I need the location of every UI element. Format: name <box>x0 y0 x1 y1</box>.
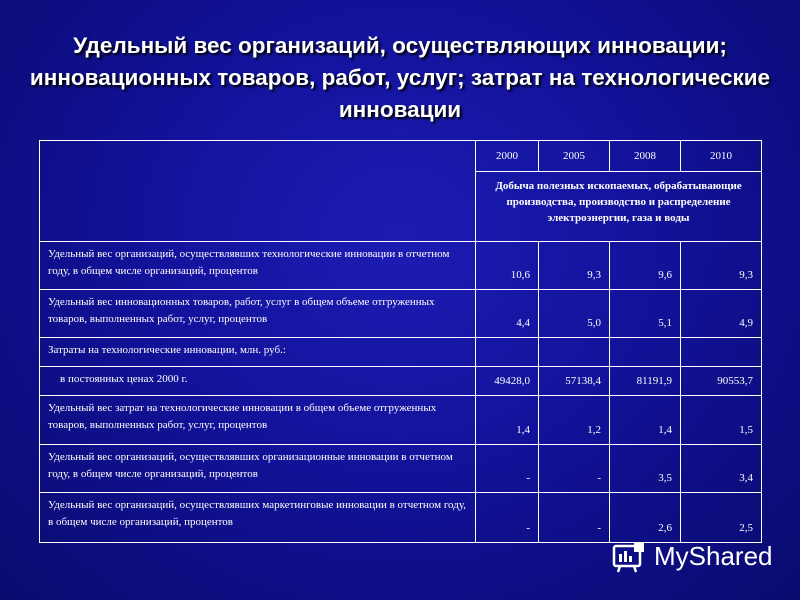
table-row <box>40 242 762 290</box>
watermark-text: MyShared <box>654 540 773 571</box>
row-label: Удельный вес организаций, осуществлявших маркетинговые инновации в отчетном году, в общем числе организаций, процентов <box>40 493 476 543</box>
cell-value: 9,6 <box>610 242 681 290</box>
cell-value <box>476 338 539 367</box>
cell-value <box>610 338 681 367</box>
table-row <box>40 493 762 543</box>
cell-value: 49428,0 <box>476 367 539 396</box>
cell-value: 9,3 <box>681 242 762 290</box>
cell-value: 1,2 <box>539 396 610 445</box>
year-header: 2008 <box>610 141 681 172</box>
table-row <box>40 396 762 445</box>
cell-value: 3,5 <box>610 445 681 493</box>
cell-value <box>681 338 762 367</box>
cell-value <box>539 338 610 367</box>
cell-value: 2,5 <box>681 493 762 543</box>
cell-value: - <box>476 445 539 493</box>
row-label: Удельный вес организаций, осуществлявших технологические инновации в отчетном году, в общем числе организаций, процентов <box>40 242 476 290</box>
year-header: 2010 <box>681 141 762 172</box>
table-row <box>40 290 762 338</box>
cell-value: 3,4 <box>681 445 762 493</box>
cell-value: 90553,7 <box>681 367 762 396</box>
cell-value: - <box>539 493 610 543</box>
cell-value: 81191,9 <box>610 367 681 396</box>
cell-value: - <box>539 445 610 493</box>
row-label: Затраты на технологические инновации, млн. руб.: <box>40 338 476 367</box>
table-row <box>40 367 762 396</box>
row-label: Удельный вес организаций, осуществлявших организационные инновации в отчетном году, в общем числе организаций, процентов <box>40 445 476 493</box>
cell-value: 9,3 <box>539 242 610 290</box>
cell-value: 4,4 <box>476 290 539 338</box>
cell-value: 2,6 <box>610 493 681 543</box>
cell-value: 5,1 <box>610 290 681 338</box>
cell-value: 57138,4 <box>539 367 610 396</box>
row-label: Удельный вес затрат на технологические инновации в общем объеме отгруженных товаров, выполненных работ, услуг, процентов <box>40 396 476 445</box>
myshared-watermark <box>612 536 782 576</box>
slide-title: Удельный вес организаций, осуществляющих инновации; инновационных товаров, работ, услуг; затрат на технологические инновации <box>29 33 771 122</box>
table-row <box>40 445 762 493</box>
table-row <box>40 338 762 367</box>
table-corner-cell <box>40 141 476 242</box>
innovation-table <box>39 140 762 543</box>
cell-value: 1,4 <box>476 396 539 445</box>
cell-value: 4,9 <box>681 290 762 338</box>
cell-value: 1,5 <box>681 396 762 445</box>
year-header: 2000 <box>476 141 539 172</box>
cell-value: 10,6 <box>476 242 539 290</box>
cell-value: - <box>476 493 539 543</box>
industry-header: Добыча полезных ископаемых, обрабатывающие производства, производство и распределение электроэнергии, газа и воды <box>476 172 762 242</box>
year-header: 2005 <box>539 141 610 172</box>
cell-value: 5,0 <box>539 290 610 338</box>
row-label: в постоянных ценах 2000 г. <box>40 367 476 396</box>
row-label: Удельный вес инновационных товаров, работ, услуг в общем объеме отгруженных товаров, выполненных работ, услуг, процентов <box>40 290 476 338</box>
cell-value: 1,4 <box>610 396 681 445</box>
myshared-logo-icon <box>612 538 648 574</box>
